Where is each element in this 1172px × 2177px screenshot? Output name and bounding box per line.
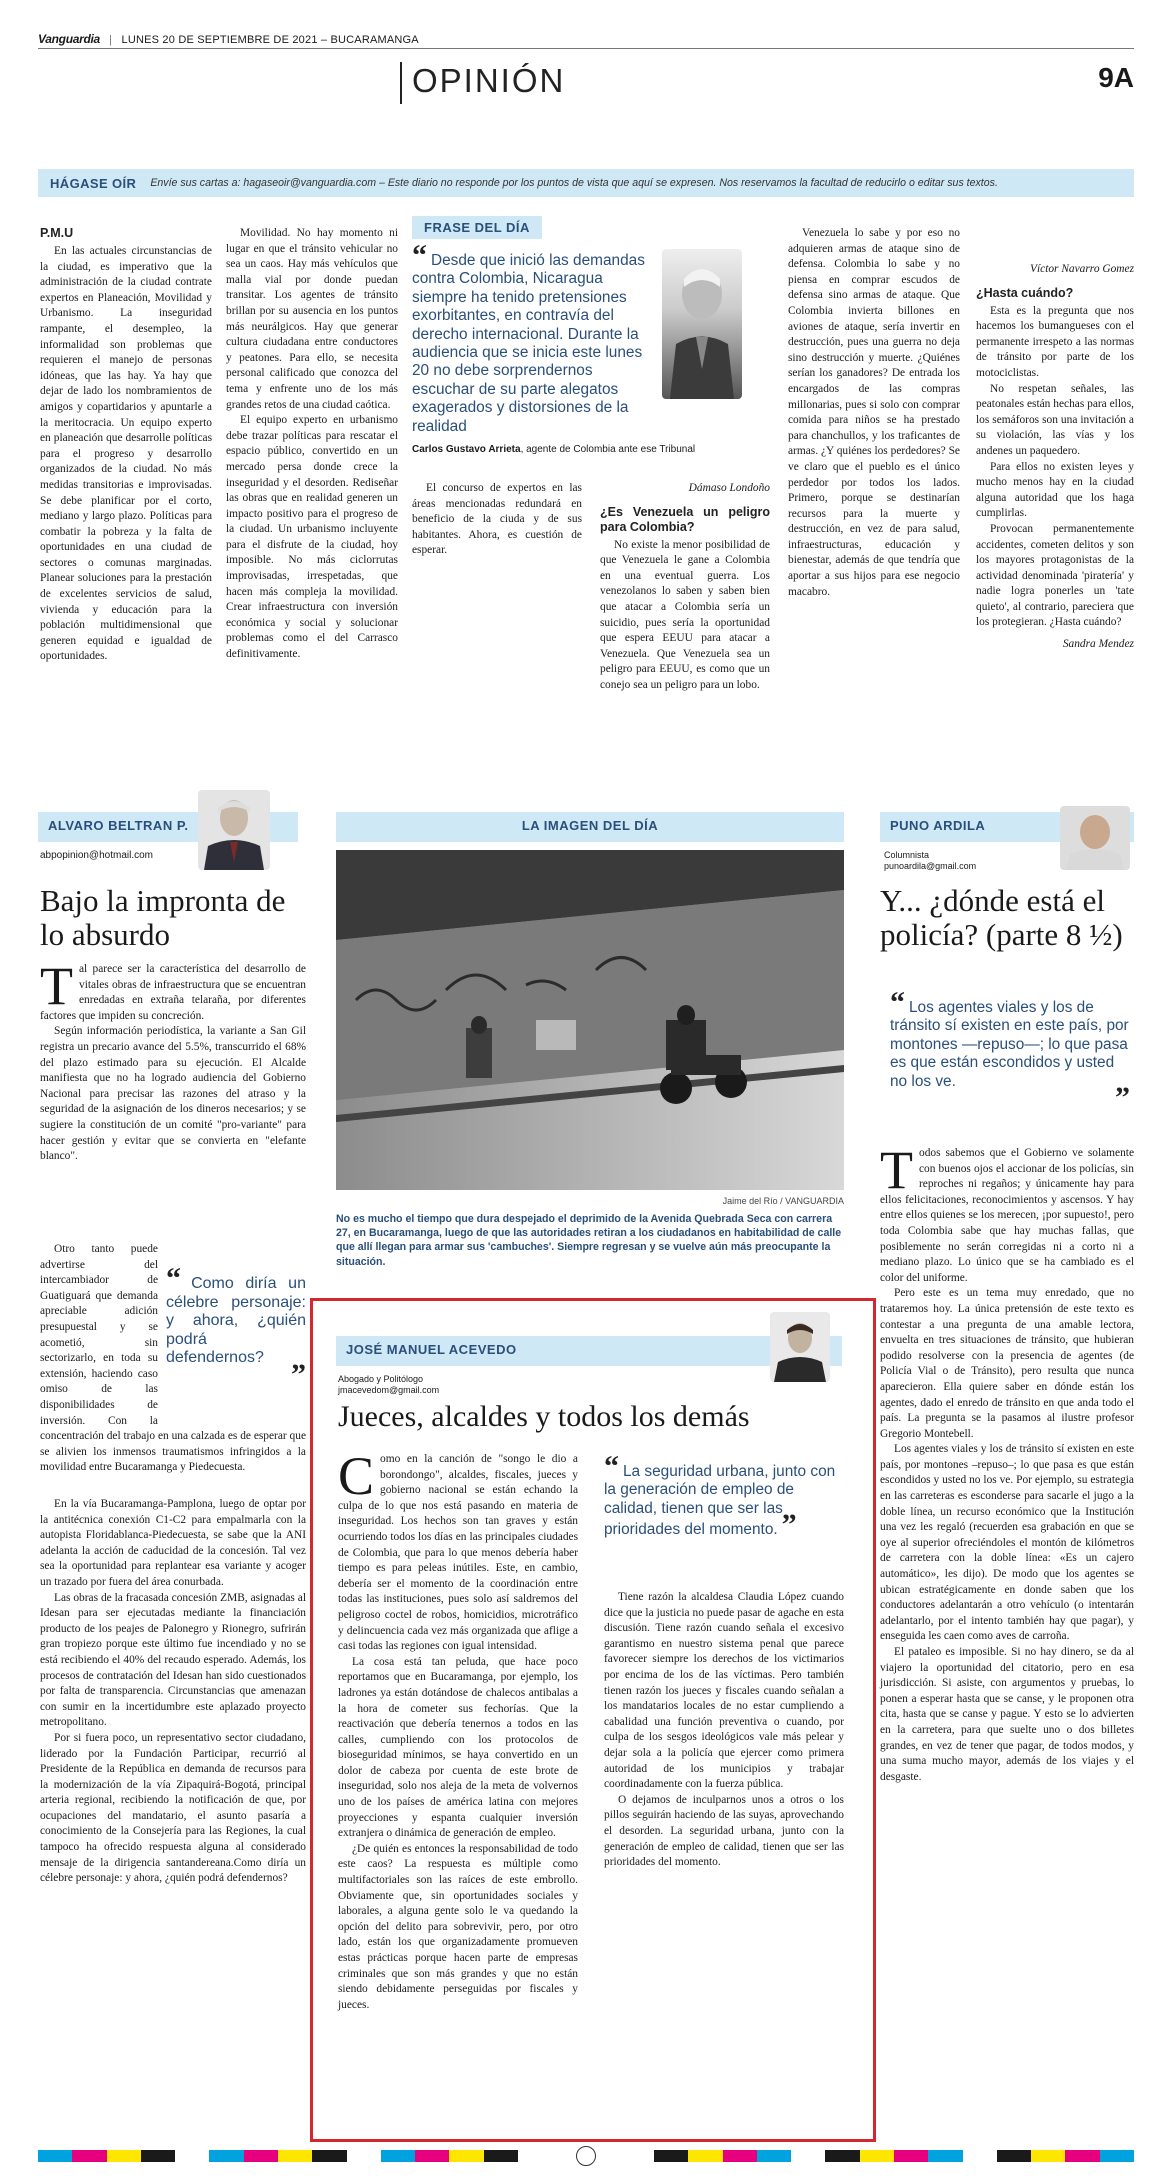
letter-hasta-paragraph: Para ellos no existen leyes y mucho menos hay en la ciudad alguna autoridad que los haga cumplirlas. bbox=[976, 460, 1134, 520]
ardila-photo bbox=[1060, 806, 1130, 870]
page-number: 9A bbox=[1098, 62, 1134, 93]
letter-hasta-signature: Sandra Mendez bbox=[1062, 638, 1134, 651]
letter-venezuela-paragraph: No existe la menor posibilidad de que Venezuela le gane a Colombia en una eventual guerra. Los venezolanos lo saben y saben bien que atacar a Colombia sería un suicidio, pues sería la oportunidad que espera EEUU para atacar a Venezuela. Que Venezuela sea un peligro para EEUU, es como que un conejo sea un peligro para un lobo. bbox=[600, 538, 770, 691]
open-quote-icon: “ bbox=[604, 1450, 619, 1483]
hagase-oir-label: HÁGASE OÍR bbox=[50, 175, 137, 191]
imagen-caption: No es mucho el tiempo que dura despejado el deprimido de la Avenida Quebrada Seca con carrera 27, en Bucaramanga, luego de que las autoridades retiran a los ciudadanos en habitabilidad de calle que allí llegan para armar sus 'cambuches'. Siempre regresan y se vuelve aún más preocupante la situación. bbox=[336, 1213, 842, 1268]
ardila-name: PUNO ARDILA bbox=[880, 812, 1134, 842]
imagen-credit: Jaime del Río / VANGUARDIA bbox=[722, 1196, 844, 1206]
frase-quote: Desde que inició las demandas contra Colombia, Nicaragua siempre ha tenido pretensiones exorbitantes, en contravía del derecho internacional. Durante la audiencia que se inicia este lunes 20 no debe sorprendernos escuchar de su parte alegatos exagerados y distorsiones de la realidad bbox=[412, 252, 645, 435]
ardila-pull-quote: “ Los agentes viales y los de tránsito sí existen en este país, por montones —repuso—; lo que pasa es que están escondidos y usted no los ve. ” bbox=[890, 986, 1130, 1115]
letter-pmu-col2 bbox=[226, 226, 398, 681]
letter-venezuela-paragraph: Venezuela lo sabe y por eso no adquieren armas de ataque sino de defensa. Colombia lo sabe y no piensa en comprar escudos de defensa sino armas de ataque. Que Colombia invierta billones en aviones de ataque, sería invertir en destrucción, pues una guerra no deja sino destrucción y muerte. ¿Quiénes serían los ganadores? De entrada los encargados de las compras millonarias, pues si solo con comprar comida para niños se ha prestado para chanchullos, y los traficantes de armas. ¿Y quiénes los perdedores? Se ve claro que el pueblo es el único perdedor por todos los lados. Primero, porque se destinarían recursos para la muerte y destrucción, en vez de para salud, infraestructuras, educación y bienestar, además de que tendría que aportar a sus hijos para ese negocio macabro. bbox=[788, 227, 960, 598]
acevedo-paragraph: O dejamos de inculparnos unos a otros o los pillos seguirán haciendo de las suyas, aprovechando el desorden. La seguridad urbana, junto con la generación de empleo de calidad, tienen que ser las prioridades del momento. bbox=[604, 1793, 844, 1869]
close-quote-icon: ” bbox=[781, 1508, 797, 1542]
frase-author-photo bbox=[662, 249, 742, 399]
open-quote-icon: “ bbox=[166, 1262, 181, 1295]
registration-mark-icon bbox=[576, 2146, 596, 2166]
ardila-dropcap: T bbox=[880, 1140, 913, 1200]
letter-hasta-paragraph: Provocan permanentemente accidentes, cometen delitos y son los mayores protagonistas de la actividad denominada 'piratería' y nadie logra ponerles un 'tate quieto', al contrario, pareciera que los protegieran. ¿Hasta cuándo? bbox=[976, 522, 1134, 629]
section-bar bbox=[400, 62, 402, 104]
acevedo-paragraph: ¿De quién es entonces la responsabilidad de todo este caos? La respuesta es múltiple como multifactoriales son las raíces de este embrollo. Obviamente que, sin oportunidades sociales y laborales, a alguna gente solo le va quedando la opción del delito para sobrevivir, pero, por otro lado, están los que organizadamente promueven estas prácticas porque hacen parte de empresas criminales que son más grandes y que no están siendo debidamente perseguidas por fiscales y jueces. bbox=[338, 1842, 578, 2011]
close-quote-icon: ” bbox=[291, 1357, 306, 1391]
ardila-paragraph: El pataleo es imposible. Si no hay dinero, se da al viajero la oportunidad del citatorio, pero en esa jurisdicción. Si asiste, con argumentos y pruebas, lo ponen a esperar hasta que se canse, y le proponen otra cita, hasta que se canse y pague. Y esto se lo advierten en la carretera, para que suelte uno o dos billetes grandes, en vez de tener que pagar, de todos modos, y una suma mucho mayor, además de los viajes y el desgaste. bbox=[880, 1646, 1134, 1783]
open-quote-icon: “ bbox=[890, 986, 905, 1019]
acevedo-photo bbox=[770, 1312, 830, 1382]
letter-pmu-paragraph: En las actuales circunstancias de la ciudad, es imperativo que la administración de la ciudad contrate expertos en Planeación, Movilidad y Urbanismo. La inseguridad rampante, el desempleo, la informalidad son problemas que requieren el manejo de personas idóneas, que las hay. Ya hay que dejar de lado los nombramientos de amigos y copartidarios y apuntarle a la meritocracia. Un equipo experto en planeación que desarrolle políticas para el progreso y desarrollo organizados de la ciudad. No más medidas transitorias e improvisadas. Se debe planificar por el corto, mediano y largo plazo. Políticas para combatir la pobreza y la falta de oportunidades en una ciudad de sectores o comunas marginadas. Planear soluciones para la prestación de excelentes servicios de salud, vivienda y educación para la población multidimensional que generen equidad e igualdad de oportunidades. bbox=[40, 245, 212, 663]
letter-venezuela-col2 bbox=[788, 226, 960, 756]
acevedo-body-col1 bbox=[338, 1446, 578, 2011]
acevedo-paragraph: La cosa está tan peluda, que hace poco reportamos que en Bucaramanga, por ejemplo, los ladrones ya están dotándose de chalecos antibalas a la hora de cometer sus fechorías. Que la reactivación que debería tenernos a todos en las calles, cumpliendo con los protocolos de bioseguridad mínimos, se haya convertido en un dolor de cabeza por cuenta de este brote de inseguridad, solo nos aleja de la meta de volvernos uno de los países de américa latina con mejores proyecciones y espanta cualquier inversión extranjera o dinámica de generación de empleo. bbox=[338, 1655, 578, 1840]
acevedo-name: JOSÉ MANUEL ACEVEDO bbox=[336, 1336, 842, 1366]
beltran-body-top bbox=[40, 956, 306, 1165]
beltran-email: abpopinion@hotmail.com bbox=[40, 850, 153, 861]
letter-pmu-paragraph: El equipo experto en urbanismo debe trazar políticas para rescatar el espacio público, convertido en un mercado persa donde crece la inseguridad y el desorden. Rediseñar las obras que en realidad generen un impacto positivo para el progreso de la ciudad. Un urbanismo incluyente para el disfrute de la ciudad, hoy imposible. No más ciclorrutas improvisadas, irrespetadas, que hacen más compleja la movilidad. Crear infraestructura con inversión económica y social y solucionar problemas como el del Carrasco definitivamente. bbox=[226, 414, 398, 661]
letter-venezuela-signature: Víctor Navarro Gomez bbox=[1030, 263, 1134, 275]
beltran-pull-quote: “ Como diría un célebre personaje: y ahora, ¿quién podrá defendernos? ” bbox=[166, 1262, 306, 1391]
acevedo-body-col2 bbox=[604, 1590, 844, 1871]
beltran-paragraph: Según información periodística, la variante a San Gil registra un precario avance del 5.5%, transcurrido el 68% del plazo estimado para su ejecución. El Alcalde manifiesta que no ha logrado audiencia del Gobierno Nacional para precisar las razones del atraso y la seguridad de la asignación de los dineros necesarios; y se sugiere la constitución de un comité "pro-variante" para hacer gestión y evitar que se convierta en "elefante blanco". bbox=[40, 1025, 306, 1163]
imagen-label: LA IMAGEN DEL DÍA bbox=[336, 812, 844, 842]
beltran-paragraph: En la vía Bucaramanga-Pamplona, luego de optar por la antitécnica conexión C1-C2 para empalmarla con la autopista Floridablanca-Piedecuesta, se sabe que la ANI adelanta la acción de caducidad de la concesión. Tal vez sea la oportunidad para replantear esa variante y acoger un trazado por fuera del área conurbada. bbox=[40, 1498, 306, 1588]
beltran-body-bottom bbox=[40, 1497, 306, 1887]
letter-hasta-title: ¿Hasta cuándo? bbox=[976, 285, 1074, 300]
ardila-lead: odos sabemos que el Gobierno ve solamente con buenos ojos el accionar de los policías, sin reproches ni regaños; y únicamente hay para ellos felicitaciones, reconocimientos y ascensos. Y hay entre ellos quienes se los merecen, ¡por supuesto!, pero toda Colombia sabe que hay muchas fallas, que posiblemente no serán corregidas ni a corto ni a mediano plazo. Lo único que se ha cambiado es el color del uniforme. bbox=[880, 1147, 1134, 1284]
acevedo-pull-quote: “ La seguridad urbana, junto con la generación de empleo de calidad, tienen que ser las prioridades del momento. ” bbox=[604, 1450, 836, 1542]
letter-pmu-signature: Dámaso Londoño bbox=[688, 482, 770, 494]
letter-hasta-paragraph: No respetan señales, las peatonales están hechas para ellos, los semáforos son una invitación a su violación, las vías y los andenes un paquedero. bbox=[976, 382, 1134, 457]
ardila-body bbox=[880, 1140, 1134, 1785]
beltran-paragraph: Las obras de la fracasada concesión ZMB, asignadas al Idesan para ser ejecutadas mediante la financiación producto de los peajes de Palonegro y Rionegro, sufrirán gran tropiezo porque este último fue incendiado y no se está recibiendo el 40% del recaudo esperado. Además, los procesos de contratación del Idesan han sido cuestionados por falta de transparencia. Circunstancias que amenazan con sumir en la incertidumbre este aplazado proyecto metropolitano. bbox=[40, 1591, 306, 1729]
hagase-oir-text: Envíe sus cartas a: hagaseoir@vanguardia.com – Este diario no responde por los puntos de vista que aquí se expresen. Nos reservamos la facultad de reducirlo o editar sus textos. bbox=[150, 177, 998, 189]
acevedo-bio bbox=[338, 1374, 439, 1396]
beltran-name: ALVARO BELTRAN P. bbox=[38, 812, 298, 842]
letter-hasta-col bbox=[976, 226, 1134, 661]
beltran-photo bbox=[198, 790, 270, 870]
letter-pmu-paragraph: Movilidad. No hay momento ni lugar en que el tránsito vehicular no sea un caos. Hay más vehículos que malla vial por donde puedan transitar. Los agentes de tránsito brillan por su ausencia en los puntos más neurálgicos. Hay que generar cultura ciudadana entre conductores y peatones. Para ello, se necesita personal calificado que conozca del tema y enfrente uno de los más grandes retos de una ciudad caótica. bbox=[226, 227, 398, 411]
frase-label: FRASE DEL DÍA bbox=[412, 216, 542, 239]
section-title: OPINIÓN bbox=[412, 62, 566, 99]
ardila-headline: Y... ¿dónde está el policía? (parte 8 ½) bbox=[880, 883, 1123, 952]
letter-venezuela-title: ¿Es Venezuela un peligro para Colombia? bbox=[600, 504, 770, 534]
beltran-paragraph: Otro tanto puede advertirse del intercambiador de Guatiguará que demanda apreciable adición presupuestal y se acometió, sin sectorizarlo, en toda su extensión, haciendo caso omiso de las disponibilidades de inversión. Con la concentración del trabajo en una calzada es de esperar que se alivien los inmensos traumatismos infringidos a la movilidad entre Bucaramanga y Piedecuesta. bbox=[40, 1243, 306, 1474]
beltran-paragraph: Por si fuera poco, un representativo sector ciudadano, liderado por la Fundación Participar, recurrió al Presidente de la República en demanda de recursos para la modernización de la vía Zipaquirá-Bogotá, principal arteria regional, recibiendo la notificación de que, por ocupaciones del mandatario, el asunto pasaría a conocimiento de la Consejería para las Regiones, la cual tampoco ha ofrecido respuesta alguna al considerado mensaje de la dirigencia santandereana.Como diría un célebre personaje: y ahora, ¿quién podrá defendernos? bbox=[40, 1731, 306, 1885]
ardila-paragraph: Los agentes viales y los de tránsito sí existen en este país, por montones –repuso–; lo que pasa es que están escondidos y usted no los ve. Por ejemplo, su estrategia en las carreteras es esconderse para sacarle el jugo a la doble línea, un recurso económico que la Institución una vez les regaló (recuerden esa grabación en que se oye al superior ofreciéndoles el montón de kilómetros de carretera con la doble línea: «Es un cajero automático», les dijo). De modo que los agentes se ubican estratégicamente en donde saben que los conductores adelantarán a otro vehículo (o intentarán adelantarlo, por el intento también hay que pagar), y enseguida les caen como aves de carroña. bbox=[880, 1443, 1134, 1643]
beltran-lead: al parece ser la característica del desarrollo de vitales obras de infraestructura que se encuentran enredadas en extraña telaraña, por diferentes factores que impiden su concreción. bbox=[40, 963, 306, 1022]
color-registration-bar-right bbox=[654, 2150, 1134, 2162]
masthead: Vanguardia | LUNES 20 DE SEPTIEMBRE DE 2021 – BUCARAMANGA bbox=[38, 32, 419, 46]
color-registration-bar-left bbox=[38, 2150, 518, 2162]
beltran-body-mid bbox=[40, 1242, 306, 1476]
imagen-photo-illustration bbox=[336, 850, 844, 1190]
letter-pmu-paragraph: El concurso de expertos en las áreas mencionadas redundará en beneficio de la ciuda y de sus habitantes. Ahora, es cuestión de esperar. bbox=[412, 482, 582, 557]
beltran-headline: Bajo la impronta de lo absurdo bbox=[40, 883, 286, 952]
close-quote-icon: ” bbox=[1115, 1081, 1130, 1115]
acevedo-paragraph: Tiene razón la alcaldesa Claudia López cuando dice que la justicia no puede pasar de agache en esta discusión. Tiene razón cuando señala el excesivo garantismo en nuestro sistema penal que parece favorecer siempre los derechos de los victimarios por encima de los de las víctimas. Pero también tienen razón los jueces y fiscales cuando señalan a los mandatarios locales de no estar cumpliendo a cabalidad una función preventiva o cuando, por culpa de los sesgos ideológicos vale más pelear y dejar sola a la policía que ejercer como primera autoridad de los municipios y trabajar coordinadamente con la fuerza pública. bbox=[604, 1591, 844, 1791]
letter-pmu-col3 bbox=[412, 481, 582, 559]
ardila-paragraph: Pero este es un tema muy enredado, que no trataremos hoy. La única pretensión de este texto es contestar a una pregunta de una amable lectora, envuelta en tres situaciones de tránsito, que hubieran podido resolverse con la presencia de agentes (de Policía Vial o de Tránsito), pero resulta que nunca aparecieron. Ella quiere saber en dónde están los agentes, dado el enredo de tránsito en que anda todo el país. La pregunta se la pasamos al ilustre profesor Gregorio Montebell. bbox=[880, 1287, 1134, 1440]
frase-author: Carlos Gustavo Arrieta bbox=[412, 444, 521, 456]
frase-del-dia bbox=[412, 216, 742, 455]
hagase-oir-bar bbox=[38, 169, 1134, 197]
date-line: LUNES 20 DE SEPTIEMBRE DE 2021 – BUCARAMANGA bbox=[121, 34, 419, 46]
ardila-bio bbox=[884, 850, 976, 872]
acevedo-headline: Jueces, alcaldes y todos los demás bbox=[338, 1400, 750, 1433]
acevedo-role: Abogado y Politólogo bbox=[338, 1374, 424, 1384]
frase-author-role: , agente de Colombia ante ese Tribunal bbox=[520, 444, 696, 456]
open-quote-icon: “ bbox=[412, 239, 427, 272]
letter-pmu-col1 bbox=[40, 226, 212, 776]
letter-pmu-title: P.M.U bbox=[40, 226, 74, 240]
ardila-role: Columnista bbox=[884, 850, 930, 860]
frase-attribution bbox=[412, 444, 742, 455]
letter-venezuela-col1 bbox=[600, 481, 770, 710]
imagen-photo bbox=[336, 850, 844, 1190]
beltran-dropcap: T bbox=[40, 956, 73, 1016]
ardila-email: punoardila@gmail.com bbox=[884, 861, 977, 871]
acevedo-dropcap: C bbox=[338, 1446, 375, 1506]
letter-hasta-paragraph: Esta es la pregunta que nos hacemos los bumangueses con el permanente irrespeto a las normas de tránsito por parte de los motociclistas. bbox=[976, 304, 1134, 379]
acevedo-lead: omo en la canción de "songo le dio a borondongo", alcaldes, fiscales, jueces y gobierno nacional se están echando la culpa de lo que nos está pasando en materia de inseguridad. Los hechos son tan graves y están ocurriendo todos los días en las principales ciudades de Colombia, que para lo que menos debería haber tiempo es para peleas inútiles. Este, en cambio, debería ser el momento de la coordinación entre todas las instituciones, pues solo así saldremos del peligroso coctel de robos, homicidios, microtráfico y delincuencia cada vez más organizada que aflige a casi todas las regiones con igual intensidad. bbox=[338, 1453, 578, 1653]
acevedo-email: jmacevedom@gmail.com bbox=[338, 1385, 440, 1395]
masthead-divider bbox=[38, 48, 1134, 49]
newspaper-logo: Vanguardia bbox=[38, 32, 100, 46]
